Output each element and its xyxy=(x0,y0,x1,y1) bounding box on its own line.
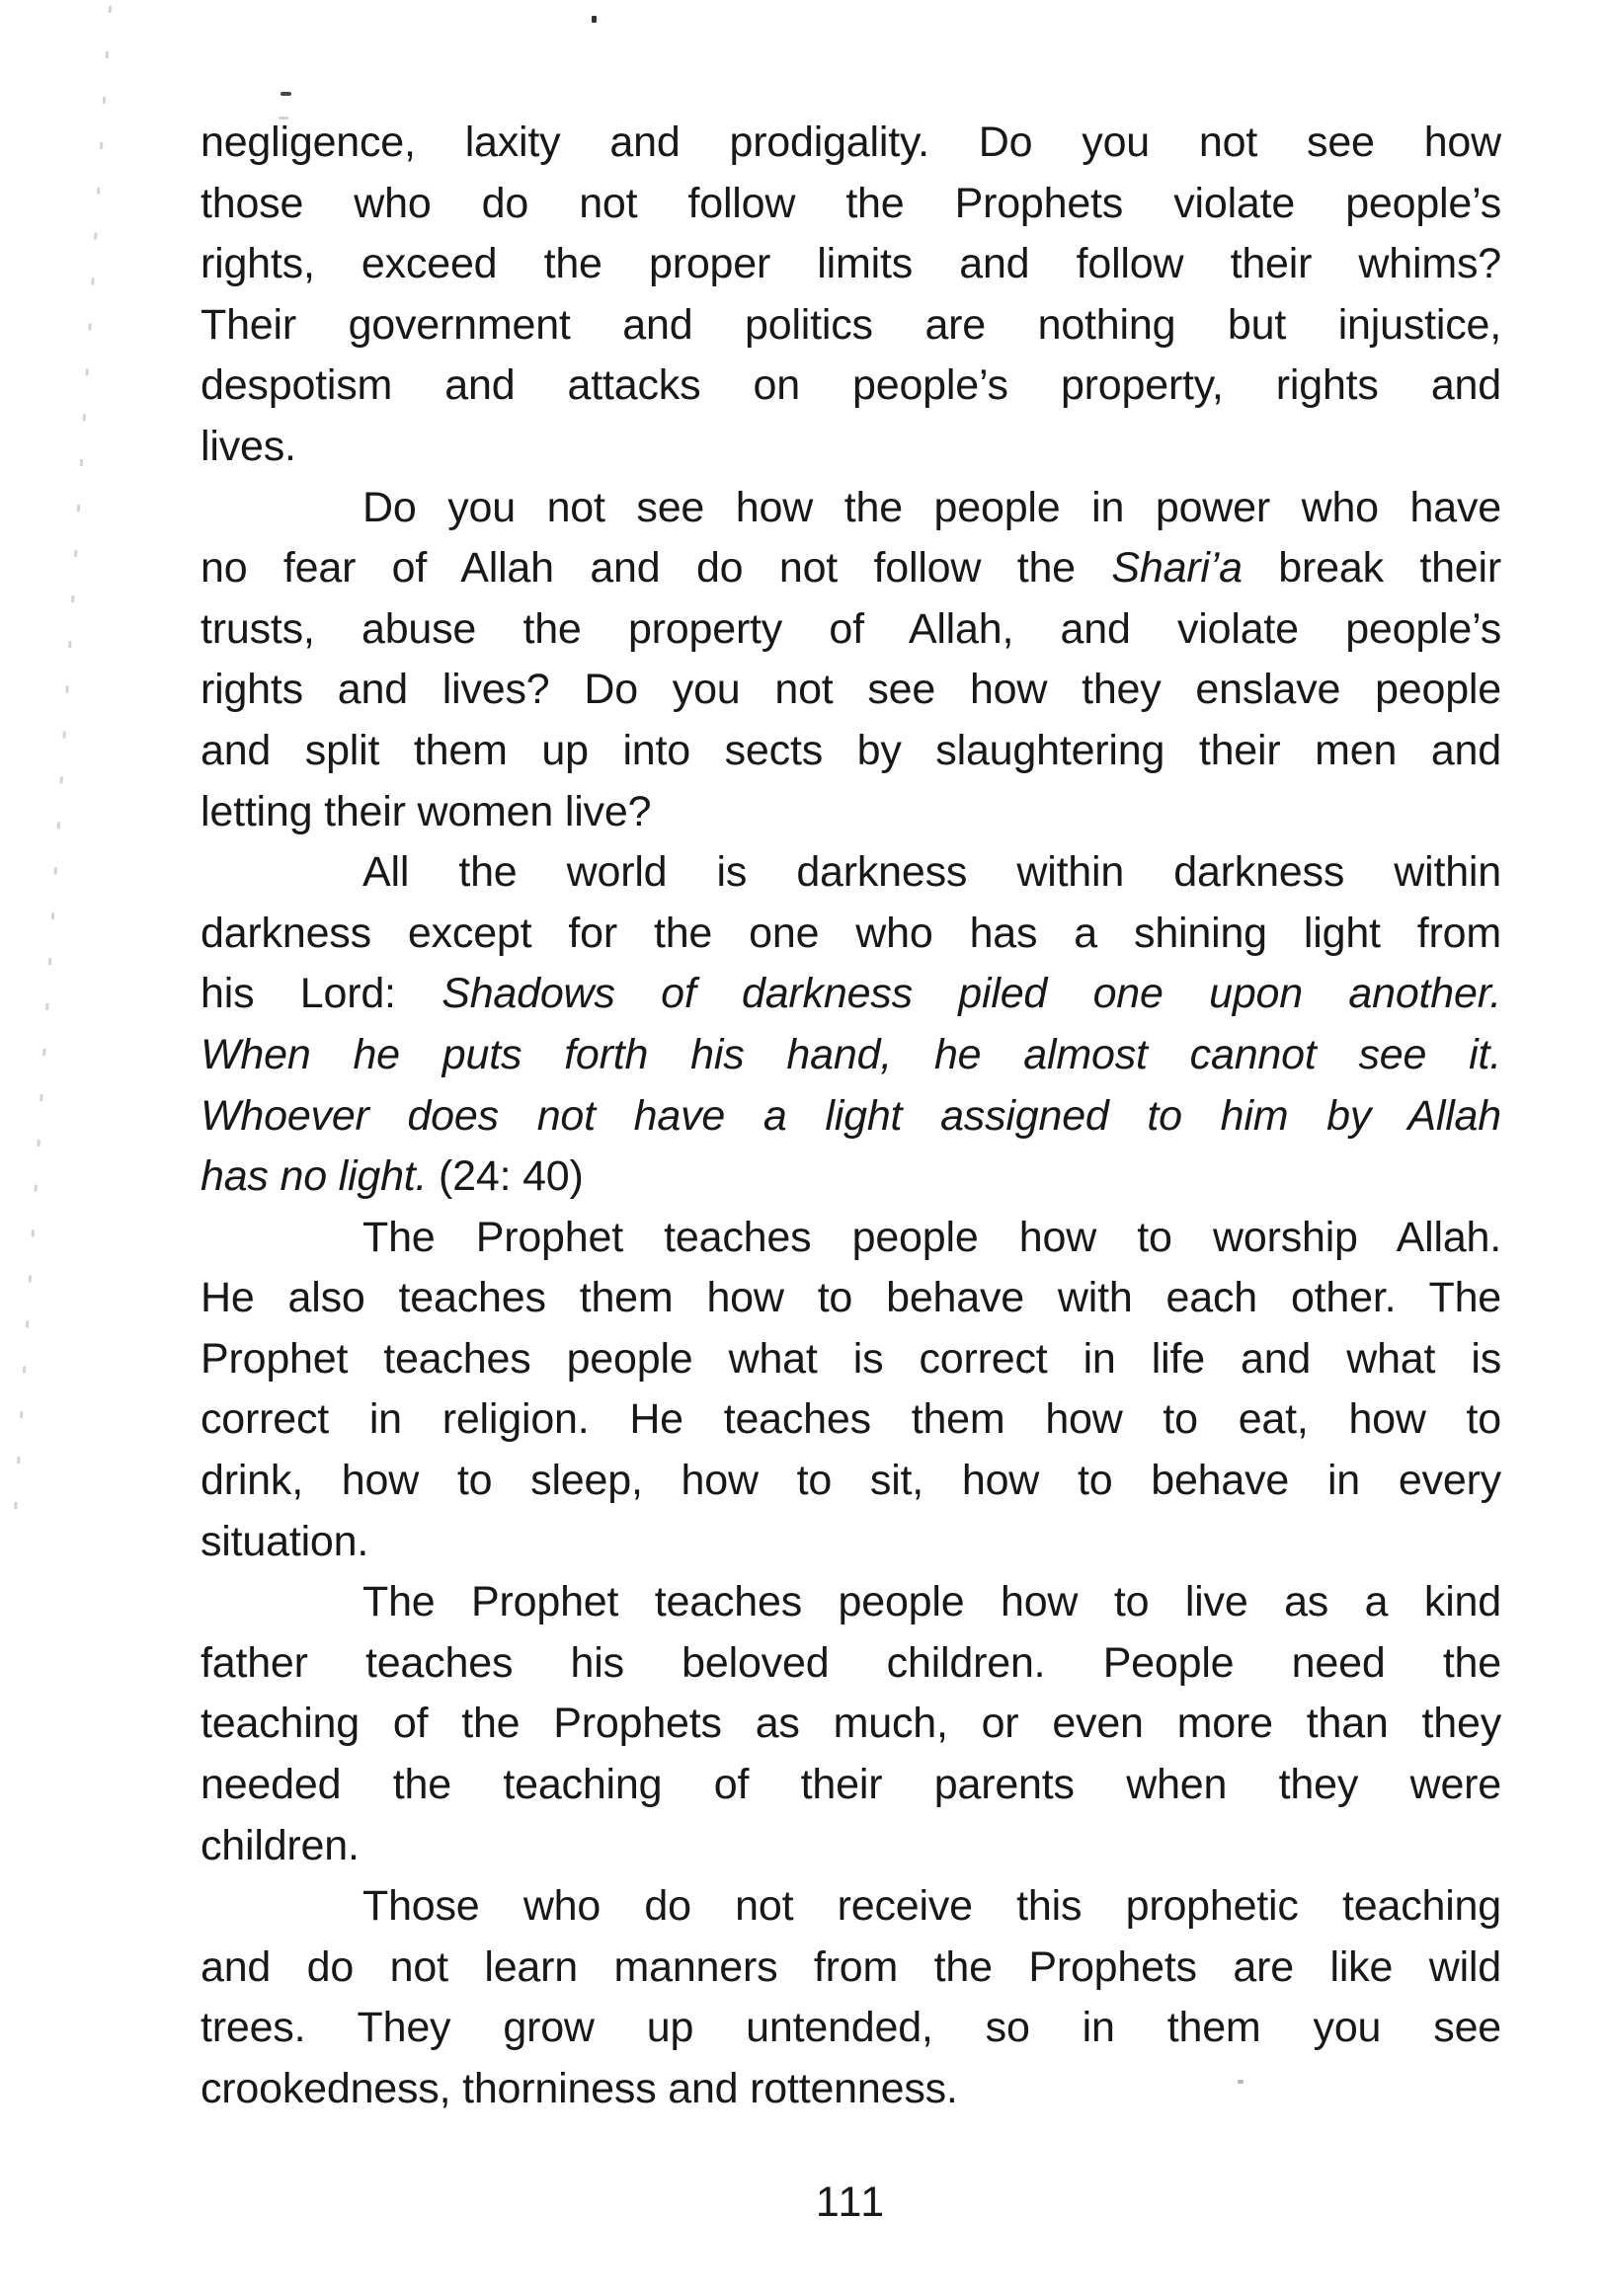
scan-speck xyxy=(281,92,291,96)
paragraph xyxy=(201,478,1501,843)
text-line: and do not learn manners from the Prophets are like wild xyxy=(201,1942,1501,1991)
text-line: despotism and attacks on people’s property, rights and xyxy=(201,361,1501,410)
page-number: 111 xyxy=(815,2178,887,2226)
paragraph xyxy=(201,1876,1501,2119)
paragraph xyxy=(201,1208,1501,1573)
text-line: letting their women live? xyxy=(201,787,652,835)
text-line: those who do not follow the Prophets violate people’s xyxy=(201,179,1501,227)
text-line: trees. They grow up untended, so in them you see xyxy=(201,2004,1501,2052)
text-line: The Prophet teaches people how to live as a kind xyxy=(362,1578,1501,1626)
page-text xyxy=(201,113,1501,2120)
text-line: He also teaches them how to behave with each other. The xyxy=(201,1274,1501,1322)
text-line: father teaches his beloved children. People need the xyxy=(201,1638,1501,1687)
text-line: negligence, laxity and prodigality. Do you not see how xyxy=(201,119,1501,166)
paragraph xyxy=(201,113,1501,478)
text-line: no fear of Allah and do not follow the Shari’a break their xyxy=(201,544,1501,593)
text-line: Their government and politics are nothing but injustice, xyxy=(201,300,1501,349)
scan-speck xyxy=(592,16,597,23)
text-line: All the world is darkness within darkness within xyxy=(362,848,1501,897)
text-line: rights and lives? Do you not see how they enslave people xyxy=(201,666,1501,714)
text-line: Prophet teaches people what is correct in life and what is xyxy=(201,1334,1501,1383)
text-line: When he puts forth his hand, he almost cannot see it. xyxy=(201,1030,1501,1078)
scan-artifact-line xyxy=(12,6,112,1544)
text-line: has no light. (24: 40) xyxy=(201,1152,584,1201)
text-line: correct in religion. He teaches them how to eat, how to xyxy=(201,1395,1501,1444)
text-line: drink, how to sleep, how to sit, how to behave in every xyxy=(201,1457,1501,1505)
text-line: The Prophet teaches people how to worship Allah. xyxy=(362,1213,1501,1261)
text-line: Whoever does not have a light assigned to him by Allah xyxy=(201,1091,1501,1140)
text-line: situation. xyxy=(201,1517,369,1565)
text-line: darkness except for the one who has a shining light from xyxy=(201,909,1501,957)
text-line: lives. xyxy=(201,422,296,470)
text-line: teaching of the Prophets as much, or even more than they xyxy=(201,1700,1501,1748)
text-line: rights, exceed the proper limits and follow their whims? xyxy=(201,240,1501,288)
text-line: children. xyxy=(201,1821,360,1869)
paragraph xyxy=(201,842,1501,1208)
text-line: Those who do not receive this prophetic teaching xyxy=(362,1882,1501,1931)
text-line: and split them up into sects by slaughtering their men and xyxy=(201,726,1501,774)
paragraph xyxy=(201,1572,1501,1876)
text-line: Do you not see how the people in power who have xyxy=(362,483,1501,531)
text-line: his Lord: Shadows of darkness piled one upon another. xyxy=(201,970,1501,1018)
text-line: trusts, abuse the property of Allah, and violate people’s xyxy=(201,604,1501,653)
text-line: needed the teaching of their parents when they were xyxy=(201,1761,1501,1809)
text-line: crookedness, thorniness and rottenness. xyxy=(201,2065,958,2112)
